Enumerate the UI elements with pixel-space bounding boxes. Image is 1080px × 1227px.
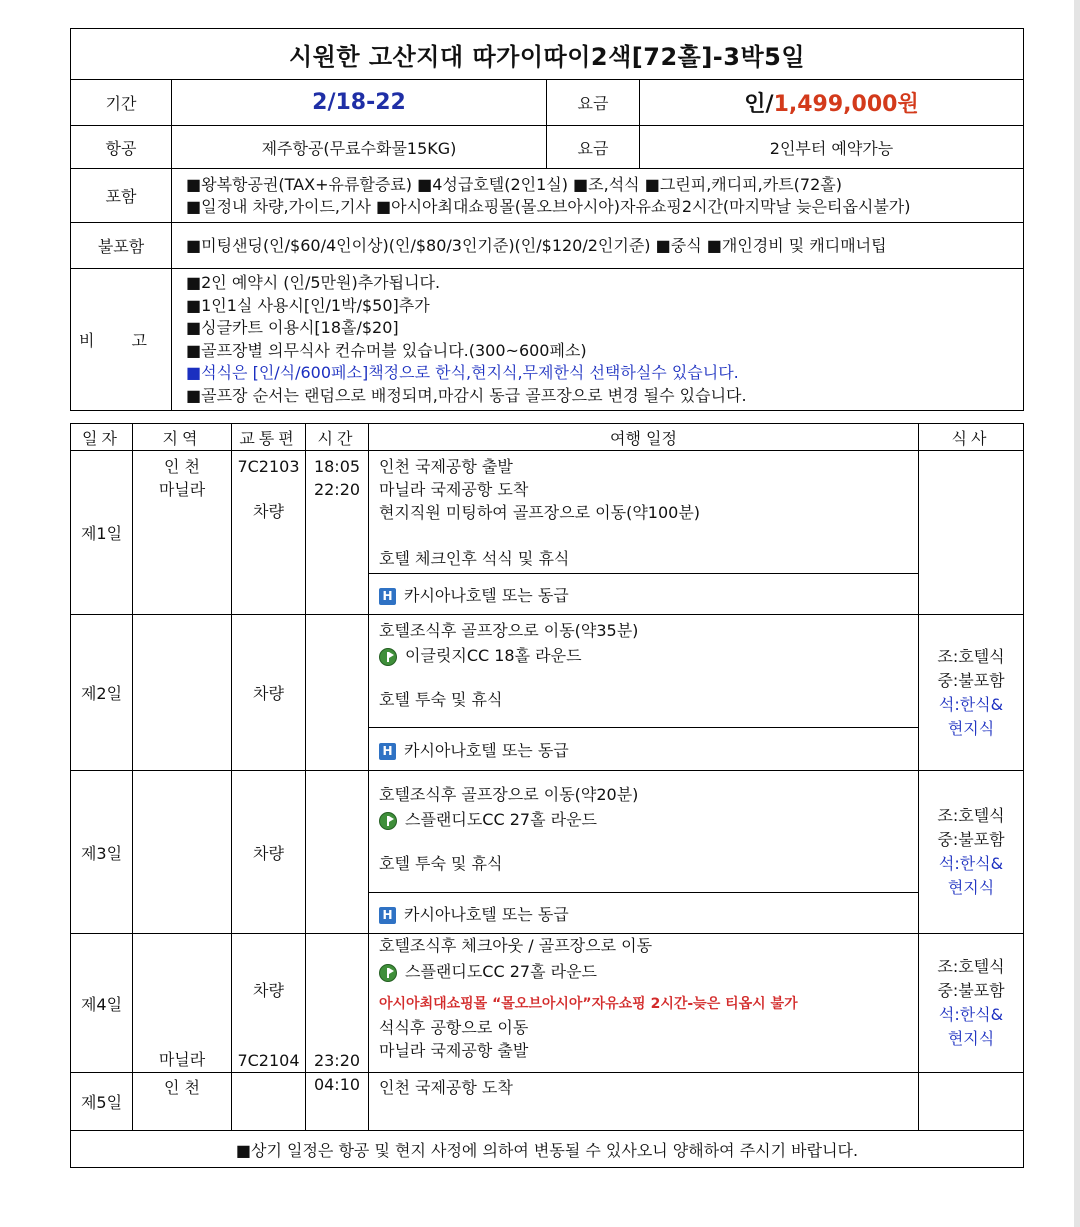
include-label: 포함 <box>71 169 172 223</box>
header-plan: 여행 일정 <box>369 424 919 451</box>
remarks-label: 비 고 <box>71 269 172 411</box>
fee-note: 2인부터 예약가능 <box>640 126 1024 169</box>
include-line: ■왕복항공권(TAX+유류할증료) ■4성급호텔(2인1실) ■조,석식 ■그린피,캐디피,카트(72홀) <box>186 174 842 194</box>
day-5: 제5일 <box>71 1073 133 1131</box>
include-line: ■일정내 차량,가이드,기사 ■아시아최대쇼핑몰(몰오브아시아)자유쇼핑2시간(마지막날 늦은티옵시불가) <box>186 196 911 216</box>
golf-line <box>379 808 918 831</box>
header-region: 지역 <box>133 424 232 451</box>
scroll-edge <box>1074 0 1080 1227</box>
day2-vehicle: 차량 <box>232 615 306 771</box>
meal-dinner-2: 현지식 <box>947 718 995 738</box>
meal-breakfast: 조:호텔식 <box>937 646 1005 666</box>
fee-value <box>640 80 1024 126</box>
meal-dinner-2: 현지식 <box>947 878 995 897</box>
meal-breakfast: 조:호텔식 <box>937 806 1005 825</box>
day-1: 제1일 <box>71 451 133 615</box>
day1-hotel <box>369 574 919 615</box>
plan-line: 호텔조식후 체크아웃 / 골프장으로 이동 <box>379 936 653 955</box>
tour-title: 시원한 고산지대 따가이따이2색[72홀]-3박5일 <box>71 29 1024 80</box>
remark-line: ■골프장별 의무식사 컨슈머블 있습니다.(300~600페소) <box>186 340 587 360</box>
day5-transport <box>232 1073 306 1131</box>
day-2: 제2일 <box>71 615 133 771</box>
day1-plan <box>369 451 919 574</box>
meal-lunch: 중:불포함 <box>937 670 1005 690</box>
table-row <box>71 1131 1024 1168</box>
exclude-label: 불포함 <box>71 223 172 269</box>
day4-meal <box>919 934 1024 1073</box>
golf-flag-icon <box>379 648 397 666</box>
plan-line: 현지직원 미팅하여 골프장으로 이동(약100분) <box>379 503 701 522</box>
day5-time: 04:10 <box>306 1073 369 1131</box>
day4-vehicle: 차량 <box>253 981 284 1000</box>
plan-line: 인천 국제공항 출발 <box>379 457 513 476</box>
hotel-name: 카시아나호텔 또는 동급 <box>404 585 569 605</box>
meal-dinner: 석:한식& <box>938 694 1004 714</box>
day1-region <box>133 451 232 615</box>
meal-dinner: 석:한식& <box>938 854 1004 873</box>
day1-flight: 7C2103 <box>237 457 300 476</box>
plan-line: 마닐라 국제공항 도착 <box>379 480 529 499</box>
day-4: 제4일 <box>71 934 133 1073</box>
plan-line: 호텔조식후 골프장으로 이동(약20분) <box>379 785 639 804</box>
remark-line-highlight: ■석식은 [인/식/600페소]책정으로 한식,현지식,무제한식 선택하실수 있습니다. <box>186 363 739 382</box>
day1-meal <box>919 451 1024 615</box>
hotel-h-icon: H <box>379 907 396 924</box>
day3-time <box>306 771 369 934</box>
day2-meal <box>919 615 1024 771</box>
golf-course: 스플랜디도CC 27홀 라운드 <box>405 810 597 829</box>
day5-plan: 인천 국제공항 도착 <box>369 1073 919 1131</box>
period-label: 기간 <box>71 80 172 126</box>
hotel-h-icon: H <box>379 743 396 760</box>
day2-hotel <box>369 728 919 771</box>
table-row <box>71 615 1024 728</box>
schedule-footer-note: ■상기 일정은 항공 및 현지 사정에 의하여 변동될 수 있사오니 양해하여 주시기 바랍니다. <box>71 1131 1024 1168</box>
day4-time-value: 23:20 <box>313 1051 361 1070</box>
hotel-h-icon: H <box>379 588 396 605</box>
golf-flag-icon <box>379 964 397 982</box>
fee-prefix: 인/ <box>744 92 774 117</box>
schedule-table <box>70 423 1024 1168</box>
day4-flight: 7C2104 <box>237 1051 300 1070</box>
day5-meal <box>919 1073 1024 1131</box>
day1-vehicle: 차량 <box>253 502 284 521</box>
golf-course: 스플랜디도CC 27홀 라운드 <box>405 962 597 981</box>
day1-region-1: 인 천 <box>164 457 200 476</box>
table-row <box>71 934 1024 1073</box>
day3-meal <box>919 771 1024 934</box>
exclude-value: ■미팅샌딩(인/$60/4인이상)(인/$80/3인기준)(인/$120/2인기준) ■중식 ■개인경비 및 캐디매너팁 <box>172 223 1024 269</box>
table-row <box>71 451 1024 574</box>
header-transport: 교통편 <box>232 424 306 451</box>
day3-vehicle: 차량 <box>232 771 306 934</box>
day5-region: 인 천 <box>133 1073 232 1131</box>
golf-course: 이글릿지CC 18홀 라운드 <box>405 646 582 665</box>
fee-amount: 1,499,000원 <box>773 92 919 117</box>
day2-time <box>306 615 369 771</box>
plan-line: 호텔 투숙 및 휴식 <box>379 854 503 873</box>
airline-value: 제주항공(무료수화물15KG) <box>172 126 547 169</box>
day1-time <box>306 451 369 615</box>
airline-label: 항공 <box>71 126 172 169</box>
plan-line: 호텔조식후 골프장으로 이동(약35분) <box>379 621 639 640</box>
table-row <box>71 1073 1024 1131</box>
meal-dinner-2: 현지식 <box>947 1029 995 1048</box>
day4-region-name: 마닐라 <box>158 1050 206 1069</box>
fee-label-2: 요금 <box>547 126 640 169</box>
remarks-list <box>172 269 1024 411</box>
day4-time <box>306 934 369 1073</box>
day2-plan <box>369 615 919 728</box>
header-time: 시간 <box>306 424 369 451</box>
day3-region <box>133 771 232 934</box>
remark-line: ■싱글카트 이용시[18홀/$20] <box>186 318 399 337</box>
day-3: 제3일 <box>71 771 133 934</box>
day4-transport <box>232 934 306 1073</box>
remark-line: ■2인 예약시 (인/5만원)추가됩니다. <box>186 273 441 292</box>
header-meal: 식사 <box>919 424 1024 451</box>
plan-line: 호텔 체크인후 석식 및 휴식 <box>379 549 570 568</box>
day1-time-1: 18:05 <box>313 457 361 476</box>
period-value: 2/18-22 <box>172 80 547 126</box>
table-row <box>71 771 1024 893</box>
day3-hotel <box>369 893 919 934</box>
day1-region-2: 마닐라 <box>158 480 206 499</box>
include-list <box>172 169 1024 223</box>
day1-time-2: 22:20 <box>313 480 361 499</box>
plan-line: 마닐라 국제공항 출발 <box>379 1041 529 1060</box>
plan-line: 호텔 투숙 및 휴식 <box>379 690 503 709</box>
meal-lunch: 중:불포함 <box>937 830 1005 849</box>
header-day: 일자 <box>71 424 133 451</box>
schedule-header-row <box>71 424 1024 451</box>
day2-region <box>133 615 232 771</box>
remark-line: ■1인1실 사용시[인/1박/$50]추가 <box>186 295 430 315</box>
day1-transport <box>232 451 306 615</box>
day4-region <box>133 934 232 1073</box>
day4-plan <box>369 934 919 1073</box>
shopping-note: 아시아최대쇼핑몰 “몰오브아시아”자유쇼핑 2시간-늦은 티옵시 불가 <box>379 996 798 1012</box>
hotel-name: 카시아나호텔 또는 동급 <box>404 904 569 924</box>
golf-flag-icon <box>379 812 397 830</box>
remark-line: ■골프장 순서는 랜덤으로 배정되며,마감시 동급 골프장으로 변경 될수 있습니다. <box>186 385 747 405</box>
plan-line: 석식후 공항으로 이동 <box>379 1018 529 1037</box>
meal-breakfast: 조:호텔식 <box>937 957 1005 976</box>
golf-line <box>379 644 918 667</box>
hotel-name: 카시아나호텔 또는 동급 <box>404 740 569 760</box>
fee-label: 요금 <box>547 80 640 126</box>
meal-lunch: 중:불포함 <box>937 981 1005 1000</box>
day3-plan <box>369 771 919 893</box>
tour-info-table <box>70 28 1024 411</box>
golf-line <box>379 960 918 983</box>
meal-dinner: 석:한식& <box>938 1005 1004 1024</box>
